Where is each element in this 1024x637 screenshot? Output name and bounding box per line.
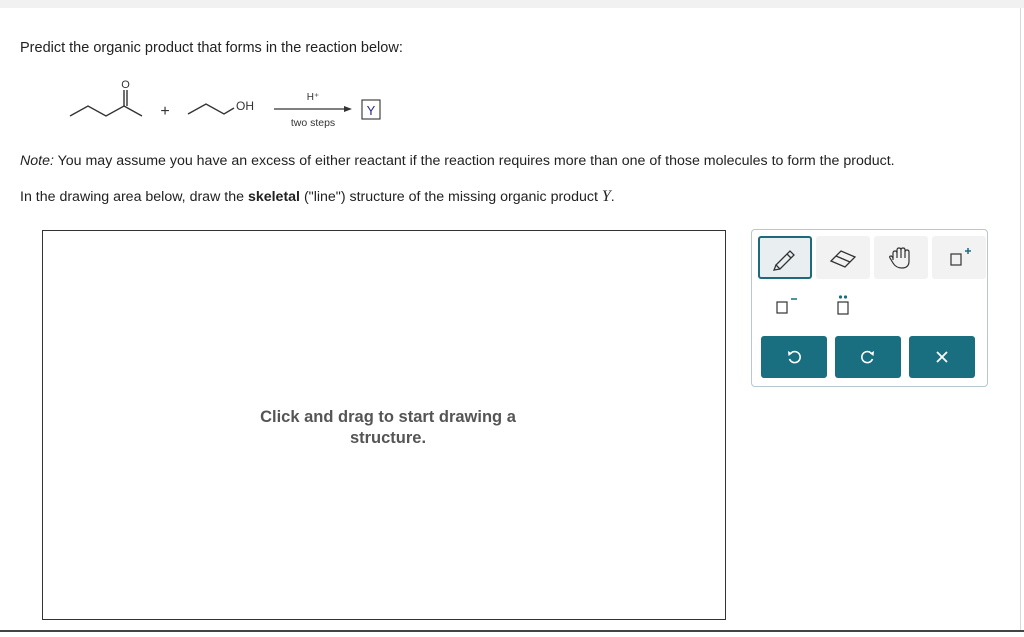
remove-charge-icon	[770, 293, 800, 319]
instruction-before: In the drawing area below, draw the	[20, 189, 248, 205]
product-label: Y	[366, 103, 376, 118]
close-icon	[935, 350, 949, 364]
clear-button[interactable]	[909, 336, 975, 378]
remove-charge-tool-button[interactable]	[758, 284, 812, 327]
lone-pair-icon	[828, 292, 858, 320]
lone-pair-tool-button[interactable]	[816, 284, 870, 327]
eraser-icon	[827, 245, 859, 271]
top-bar	[0, 0, 1024, 8]
instruction-after: ("line") structure of the missing organic product	[300, 189, 602, 205]
undo-button[interactable]	[761, 336, 827, 378]
reaction-scheme	[60, 76, 400, 132]
reaction-arrowhead	[344, 106, 352, 112]
note-body: You may assume you have an excess of either reactant if the reaction requires more than one of those molecules to form the product.	[53, 153, 895, 169]
pencil-tool-button[interactable]	[758, 236, 812, 279]
product-variable: Y	[601, 188, 611, 205]
reagent-steps-label: two steps	[290, 117, 336, 129]
canvas-hint-line1: Click and drag to start drawing a	[260, 408, 516, 426]
drawing-canvas[interactable]	[42, 230, 726, 620]
note-label: Note:	[20, 153, 54, 169]
redo-button[interactable]	[835, 336, 901, 378]
canvas-hint	[43, 407, 733, 449]
plus-sign: +	[160, 103, 170, 120]
eraser-tool-button[interactable]	[816, 236, 870, 279]
drawing-toolbar	[751, 229, 988, 387]
pencil-icon	[770, 245, 800, 271]
alcohol-oh-label: OH	[236, 99, 254, 113]
note-text	[20, 153, 895, 169]
reagent-acid-label: H⁺	[306, 92, 320, 103]
instruction-end: .	[610, 189, 615, 205]
instruction-text	[20, 188, 615, 206]
ketone-oxygen-label: O	[121, 79, 130, 91]
instruction-bold: skeletal	[247, 189, 300, 205]
question-prompt: Predict the organic product that forms in the reaction below:	[20, 40, 403, 56]
undo-icon	[786, 349, 802, 365]
add-charge-tool-button[interactable]	[932, 236, 986, 279]
add-charge-icon	[944, 245, 974, 271]
canvas-hint-line2: structure.	[349, 429, 427, 447]
alcohol-reactant	[188, 104, 234, 114]
bottom-divider	[0, 630, 1024, 632]
hand-tool-button[interactable]	[874, 236, 928, 279]
ketone-reactant	[70, 90, 142, 116]
right-divider	[1020, 8, 1021, 630]
redo-icon	[860, 349, 876, 365]
hand-icon	[886, 244, 916, 272]
